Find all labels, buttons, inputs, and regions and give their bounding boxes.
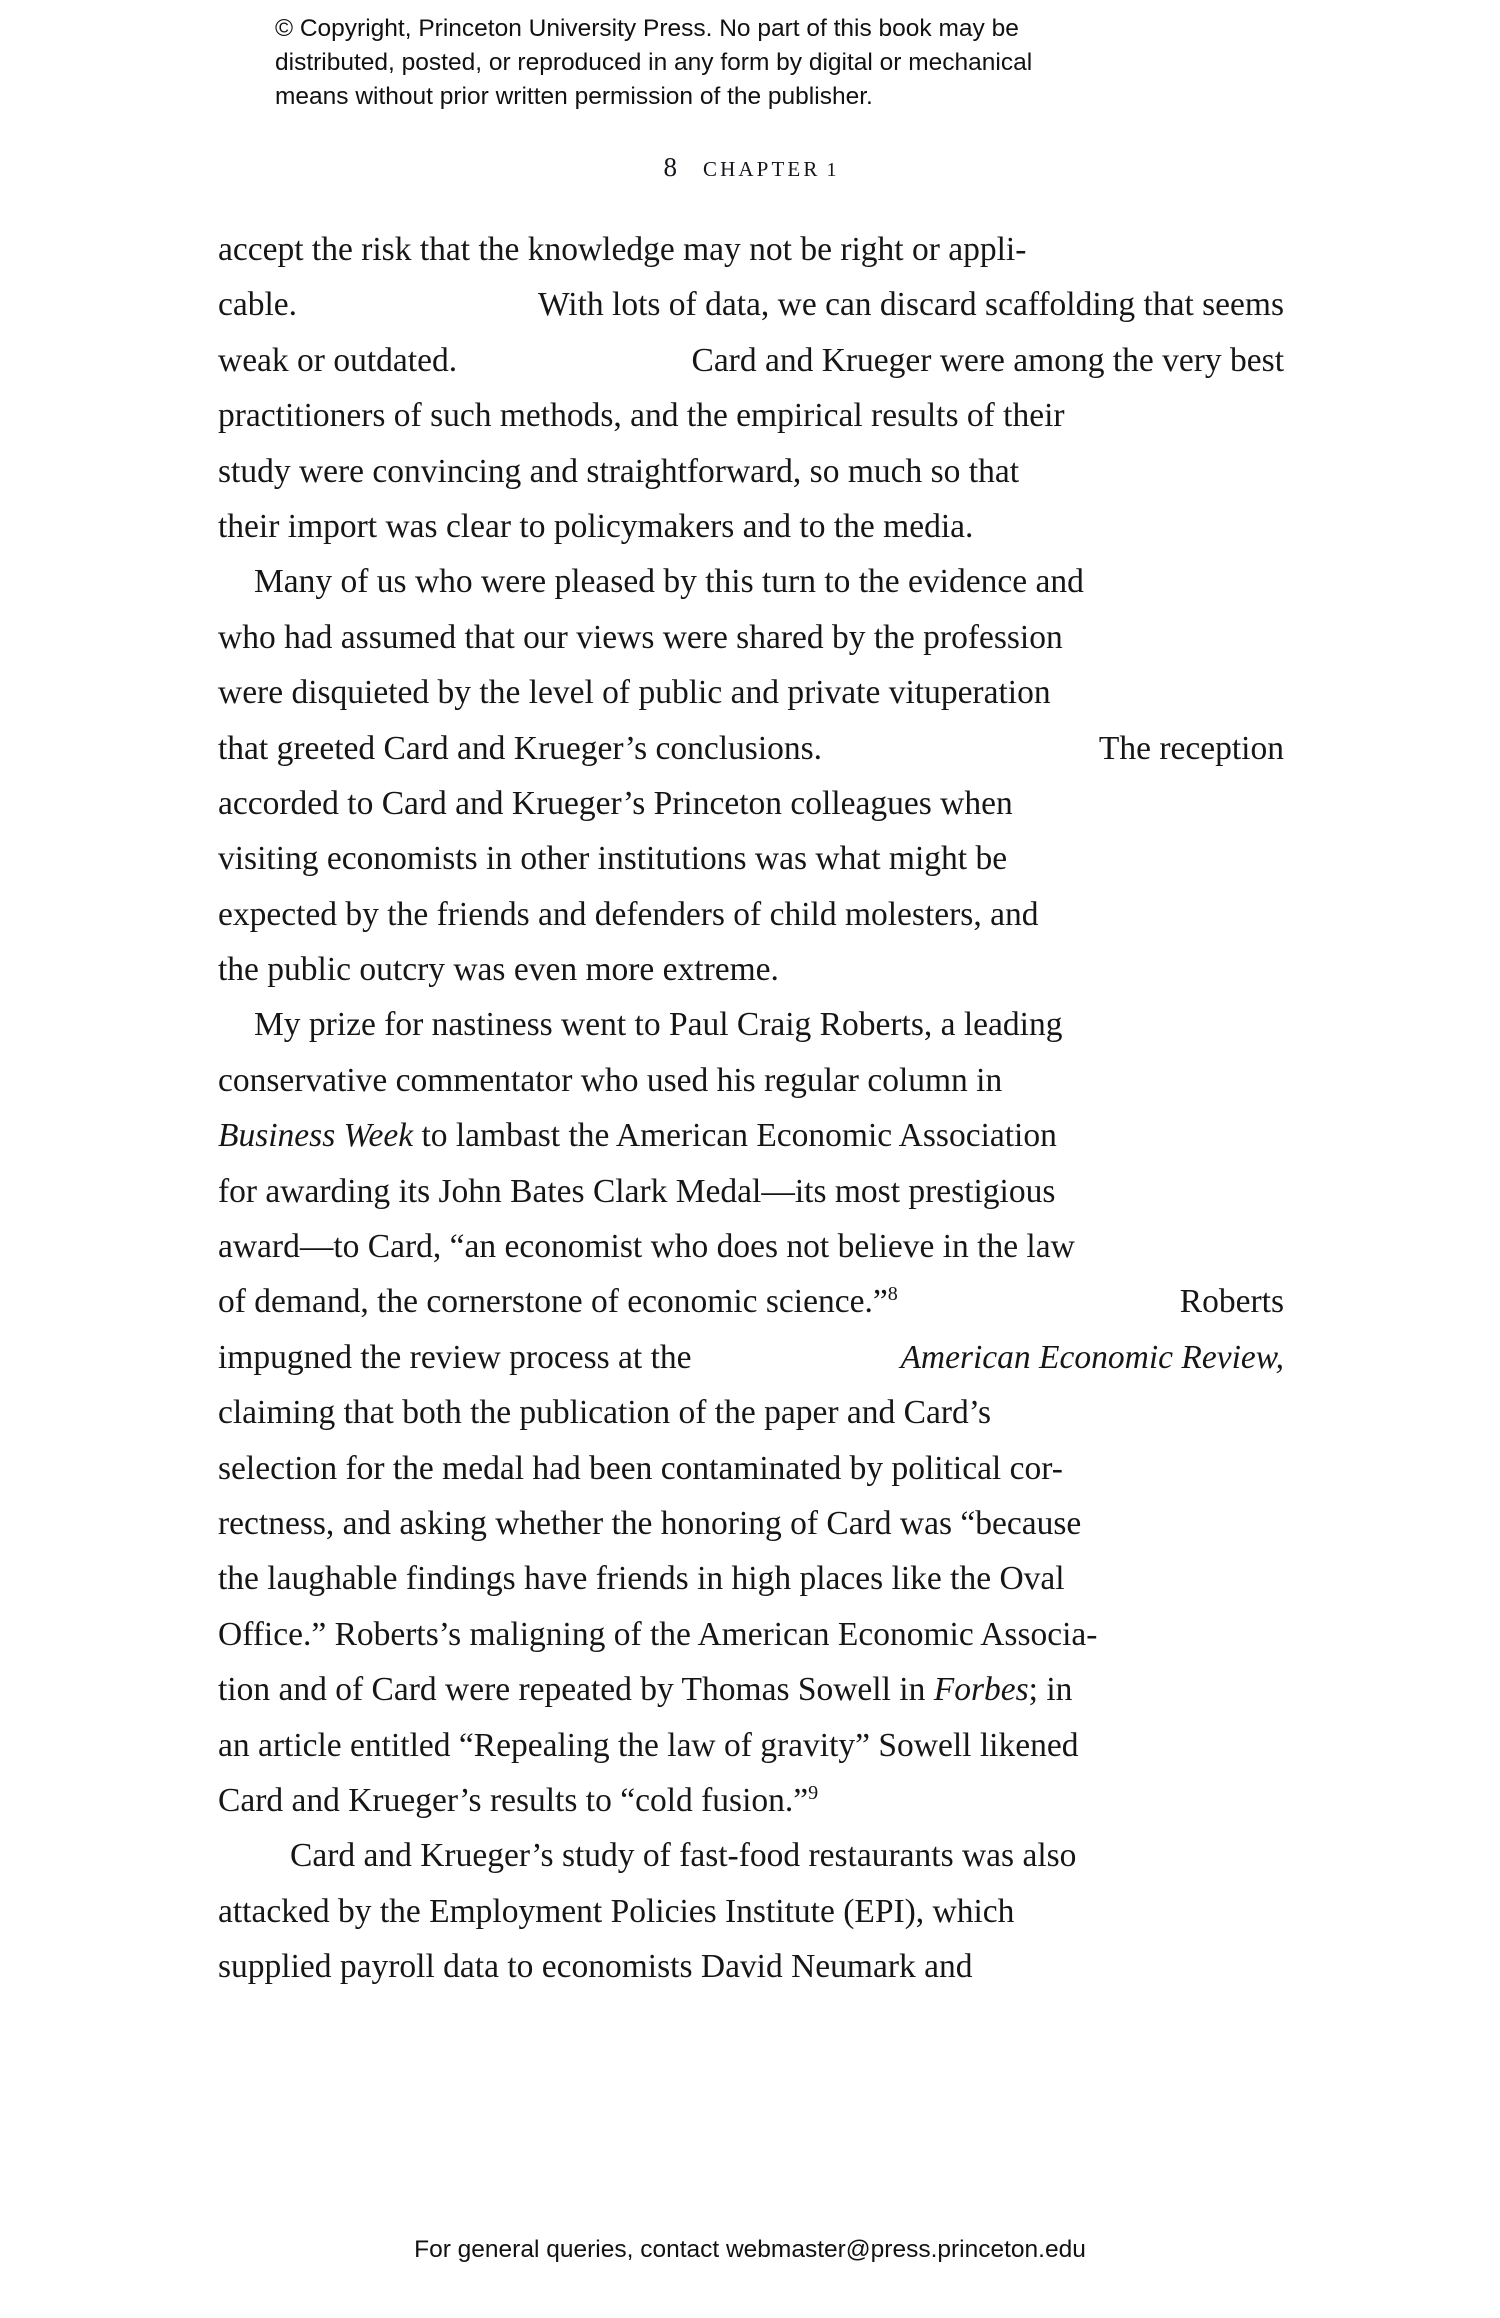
copyright-line-3: means without prior written permission of the publisher. bbox=[275, 83, 873, 110]
text-line: conservative commentator who used his regular column in bbox=[218, 1061, 1003, 1099]
text-line: an article entitled “Repealing the law of gravity” Sowell likened bbox=[218, 1726, 1079, 1764]
text-line: for awarding its John Bates Clark Medal—its most prestigious bbox=[218, 1172, 1056, 1210]
text-line: weak or outdated. Card and Krueger were among the very best bbox=[218, 341, 1284, 379]
text-line: the public outcry was even more extreme. bbox=[218, 951, 779, 989]
text-line: award—to Card, “an economist who does not believe in the law bbox=[218, 1228, 1075, 1266]
text-line: that greeted Card and Krueger’s conclusions. The reception bbox=[218, 729, 1284, 767]
text-line: study were convincing and straightforward, so much so that bbox=[218, 452, 1020, 490]
text-line: supplied payroll data to economists David Neumark and bbox=[218, 1948, 973, 1986]
text-line: cable. With lots of data, we can discard scaffolding that seems bbox=[218, 286, 1284, 324]
italic-title-forbes: Forbes bbox=[933, 1671, 1029, 1709]
running-head bbox=[0, 152, 1500, 183]
copyright-line-2: distributed, posted, or reproduced in any form by digital or mechanical bbox=[275, 49, 1033, 76]
copyright-line-1: © Copyright, Princeton University Press. No part of this book may be bbox=[275, 15, 1019, 42]
text-line: were disquieted by the level of public and private vituperation bbox=[218, 674, 1051, 712]
text-line: accept the risk that the knowledge may not be right or appli- bbox=[218, 231, 1027, 268]
footnote-marker-9: 9 bbox=[808, 1781, 819, 1804]
text-line: Business Week to lambast the American Economic Association bbox=[218, 1117, 1057, 1155]
text-line: Card and Krueger’s study of fast-food restaurants was also bbox=[290, 1837, 1077, 1875]
text-line: the laughable findings have friends in high places like the Oval bbox=[218, 1560, 1065, 1598]
page-folio: 8 bbox=[663, 152, 678, 182]
chapter-label: CHAPTER bbox=[703, 157, 821, 181]
text-line: attacked by the Employment Policies Institute (EPI), which bbox=[218, 1892, 1015, 1930]
text-line: who had assumed that our views were shared by the profession bbox=[218, 618, 1063, 656]
text-line: Office.” Roberts’s maligning of the American Economic Associa- bbox=[218, 1615, 1098, 1653]
text-line: their import was clear to policymakers and to the media. bbox=[218, 507, 974, 545]
text-line: practitioners of such methods, and the empirical results of their bbox=[218, 397, 1065, 435]
copyright-notice bbox=[275, 12, 1225, 114]
text-line: My prize for nastiness went to Paul Craig Roberts, a leading bbox=[254, 1006, 1063, 1044]
footnote-marker-8: 8 bbox=[887, 1283, 898, 1306]
text-line: Card and Krueger’s results to “cold fusion.”$^9$ bbox=[218, 1781, 819, 1819]
text-run bbox=[925, 1671, 933, 1708]
text-line: accorded to Card and Krueger’s Princeton colleagues when bbox=[218, 784, 1013, 822]
body-text bbox=[218, 222, 1284, 1995]
text-line: expected by the friends and defenders of child molesters, and bbox=[218, 895, 1039, 933]
italic-title-american-economic-review: American Economic Review, bbox=[900, 1338, 1284, 1376]
text-run: Roberts bbox=[1171, 1283, 1284, 1321]
text-line: visiting economists in other institutions was what might be bbox=[218, 840, 1008, 878]
text-line: selection for the medal had been contaminated by political cor- bbox=[218, 1449, 1063, 1487]
text-line: claiming that both the publication of the paper and Card’s bbox=[218, 1394, 992, 1432]
text-line: Many of us who were pleased by this turn to the evidence and bbox=[254, 563, 1084, 601]
footer-queries-notice: For general queries, contact webmaster@press.princeton.edu bbox=[414, 2236, 1086, 2263]
text-line bbox=[218, 1662, 1284, 1717]
text-run: of demand, the cornerstone of economic science.”$^8$ bbox=[218, 1283, 898, 1321]
italic-title-business-week: Business Week bbox=[218, 1117, 414, 1155]
text-line: impugned the review process at the American Economic Review, bbox=[218, 1330, 1284, 1385]
text-run: tion and of Card were repeated by Thomas Sowell in Forbes; in bbox=[218, 1671, 1073, 1709]
text-line bbox=[218, 1274, 1284, 1329]
chapter-number: 1 bbox=[826, 159, 837, 181]
text-line: rectness, and asking whether the honoring of Card was “because bbox=[218, 1504, 1082, 1542]
